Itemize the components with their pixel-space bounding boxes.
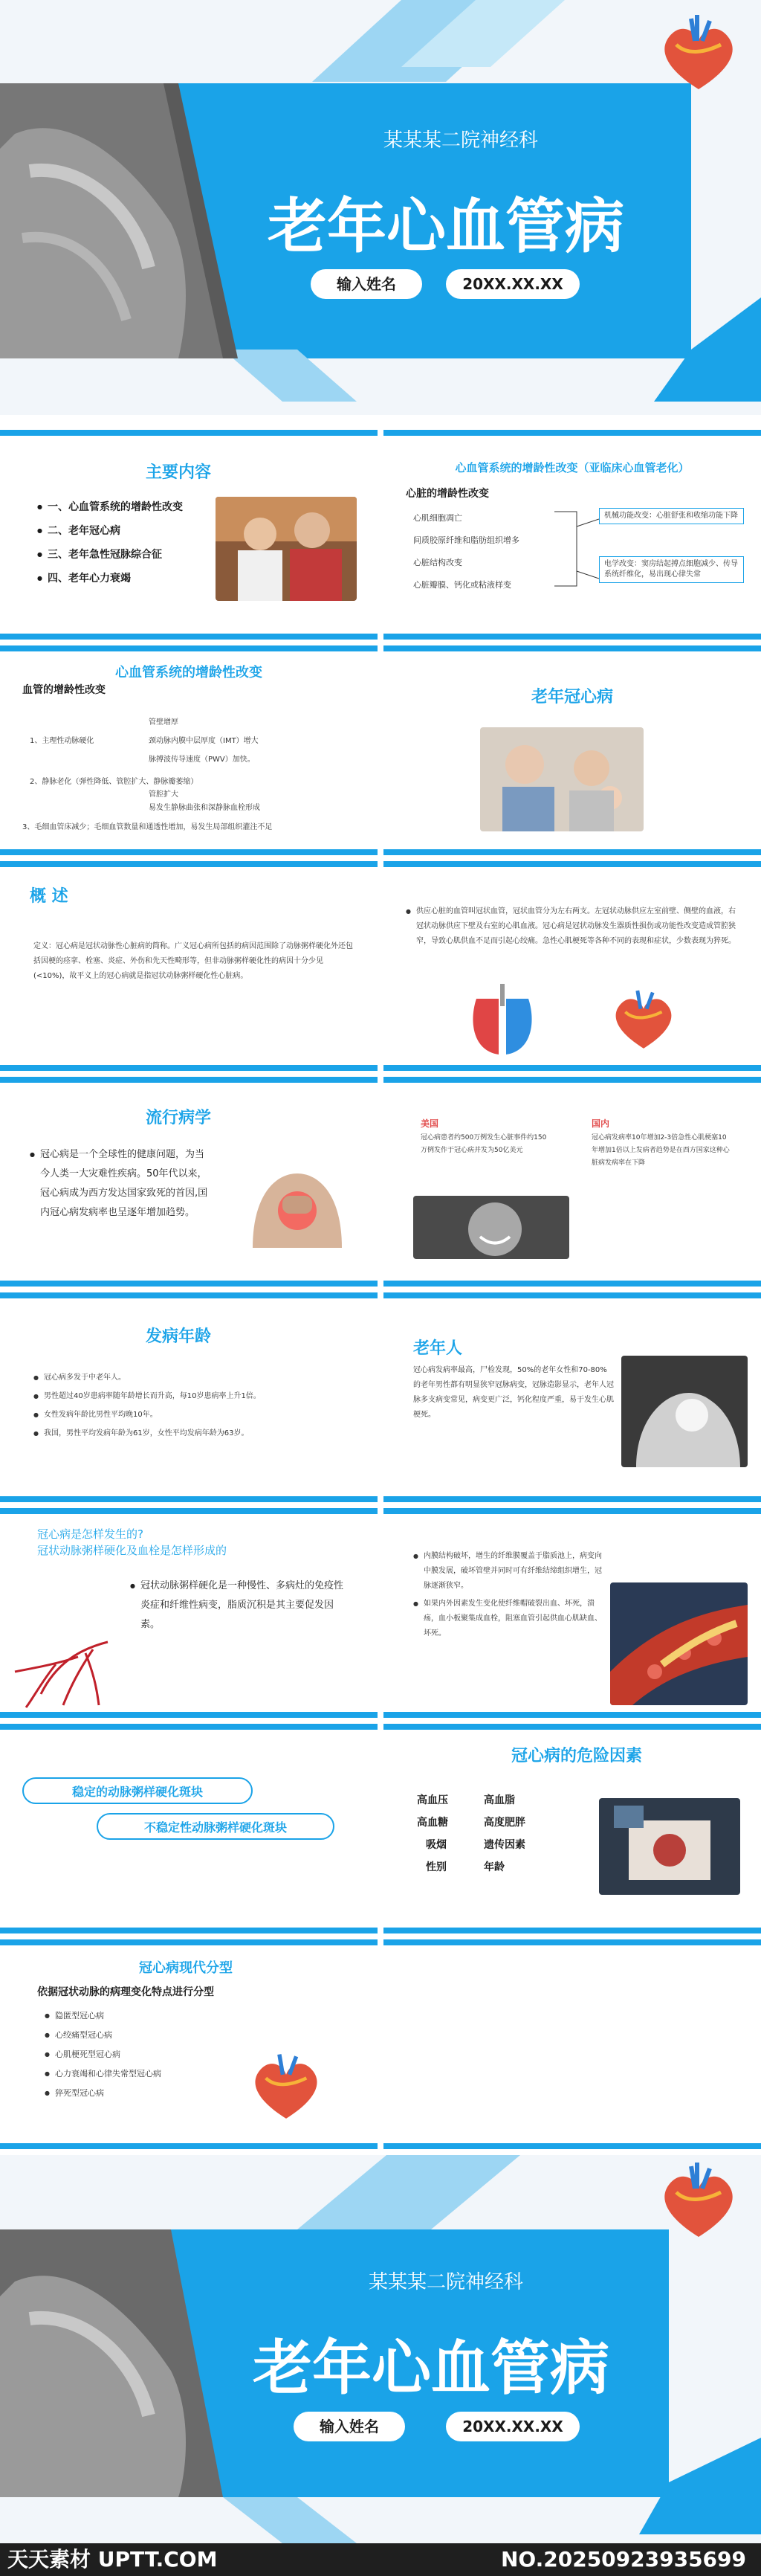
slide-top-bar: [383, 430, 761, 436]
slide-bottom-bar: [383, 849, 761, 855]
vessel-item: 2、静脉老化（弹性降低、管腔扩大、静脉瓣萎缩）: [30, 778, 198, 786]
slide-top-bar: [0, 1939, 378, 1945]
slide-top-bar: [383, 861, 761, 867]
onset-age-item: ● 男性超过40岁患病率随年龄增长而升高，每10岁患病率上升1倍。: [33, 1387, 360, 1405]
coronary-list: [406, 904, 740, 949]
plaque-list: [413, 1549, 606, 1641]
slide-heart-aging: [383, 430, 761, 640]
heart-result-box: 机械功能改变：心脏舒张和收缩功能下降: [599, 508, 744, 524]
slide-top-bar: [0, 1508, 378, 1514]
slide-contents: [0, 430, 378, 640]
classification-list: [45, 2006, 161, 2103]
slide-bottom-bar: [0, 1281, 378, 1287]
classification-item: ● 隐匿型冠心病: [45, 2006, 161, 2026]
slide-top-bar: [0, 430, 378, 436]
onset-age-item: ● 我国，男性平均发病年龄为61岁，女性平均发病年龄为63岁。: [33, 1424, 360, 1443]
slide-top-bar: [383, 1292, 761, 1298]
risk-factor: 高血压: [417, 1794, 448, 1806]
slide-vessel-aging: [0, 645, 378, 855]
slide-bottom-bar: [0, 849, 378, 855]
slide-bottom-bar: [383, 1928, 761, 1933]
coronary-text: ● 供应心脏的血管叫冠状血管，冠状血管分为左右两支。左冠状动脉供应左室前壁、侧壁的血液，右冠状动脉供应下壁及右室的心肌血液。冠心病是冠状动脉发生器质性损伤或功能性改变造成管腔狭窄，导致心肌供血不足而引起心绞痛。急性心肌梗死等各种不同的表现和症状，少数表现为猝死。: [406, 904, 740, 949]
epidemiology-list: [30, 1145, 212, 1223]
chd-origin-list: [130, 1577, 346, 1635]
classification-heading: 依据冠状动脉的病理变化特点进行分型: [37, 1986, 214, 1998]
bracket-connector: [554, 504, 599, 593]
closing-date-pill[interactable]: 20XX.XX.XX: [446, 2412, 580, 2441]
onset-age-list: [33, 1368, 360, 1443]
slide-top-bar: [383, 1939, 761, 1945]
plaque-item: ● 如果内外因素发生变化使纤维帽破裂出血、坏死，溃疡，血小板聚集成血栓，阻塞血管引起供血心肌缺血、坏死。: [413, 1597, 606, 1641]
slide-top-bar: [383, 1077, 761, 1083]
us-label: 美国: [421, 1118, 439, 1129]
contents-item[interactable]: ● 三、老年急性冠脉综合征: [37, 543, 183, 567]
elderly-family-photo: [480, 727, 644, 831]
vessel-item: 3、毛细血管床减少；毛细血管数量和通透性增加，易发生局部组织灌注不足: [22, 823, 273, 831]
closing-title: 老年心血管病: [253, 2334, 609, 2403]
us-text: 冠心病患者约500万例发生心脏事件约150万例发作于冠心病并发为50亿美元: [421, 1134, 547, 1154]
contents-list: [37, 495, 183, 590]
heart-illustration-icon: [654, 2163, 743, 2244]
slide-bottom-bar: [383, 1712, 761, 1718]
vessel-item: 易发生静脉曲张和深静脉血栓形成: [149, 804, 260, 812]
overview-text: 定义：冠心病是冠状动脉性心脏病的简称。广义冠心病所包括的病因范围除了动脉粥样硬化外还包括因梗的痉挛、栓塞、炎症、外伤和先天性畸形等，但非动脉粥样硬化性的病因十分少见(<10%)，故平义上的冠心病就是指冠状动脉粥样硬化性心脏病。: [33, 942, 353, 980]
elderly-couple-photo: [216, 497, 357, 601]
contents-item[interactable]: ● 四、老年心力衰竭: [37, 567, 183, 590]
elderly-chest-photo: [621, 1356, 748, 1467]
closing-hospital-name: 某某某二院神经科: [368, 2271, 523, 2293]
vessel-aging-heading: 血管的增龄性改变: [22, 684, 106, 696]
risk-factor: 吸烟: [426, 1839, 447, 1851]
slide-bottom-bar: [383, 1496, 761, 1502]
onset-age-title: 发病年龄: [145, 1327, 211, 1346]
slide-bottom-bar: [0, 1496, 378, 1502]
slide-bottom-bar: [0, 634, 378, 640]
heart-illustration-icon: [606, 988, 681, 1054]
heart-illustration-icon: [245, 2051, 327, 2125]
risk-factor: 高血糖: [417, 1817, 448, 1829]
chd-title: 老年冠心病: [531, 688, 613, 706]
classification-item: ● 心绞痛型冠心病: [45, 2026, 161, 2045]
smiling-elder-photo: [413, 1196, 569, 1259]
classification-item: ● 猝死型冠心病: [45, 2084, 161, 2103]
slide-risk-factors: [383, 1724, 761, 1933]
slide-top-bar: [0, 1724, 378, 1730]
contents-item[interactable]: ● 二、老年冠心病: [37, 519, 183, 543]
vessel-sub: 管腔扩大: [149, 790, 178, 799]
cover-title: 老年心血管病: [268, 192, 624, 261]
heart-illustration-icon: [654, 15, 743, 97]
closing-slide: [0, 2155, 761, 2543]
slide-chd-intro: [383, 645, 761, 855]
slide-plaque-types: [0, 1724, 378, 1933]
date-pill[interactable]: 20XX.XX.XX: [446, 269, 580, 299]
slide-top-bar: [0, 1292, 378, 1298]
slide-coronary-vessels: [383, 861, 761, 1071]
vessel-sub: 管壁增厚: [149, 718, 178, 727]
slide-bottom-bar: [383, 634, 761, 640]
risk-factors-table: [417, 1789, 551, 1878]
onset-age-item: ● 冠心病多发于中老年人。: [33, 1368, 360, 1387]
overview-title: 概 述: [30, 887, 68, 906]
heart-aging-heading: 心脏的增龄性改变: [406, 488, 489, 500]
classification-item: ● 心力衰竭和心律失常型冠心病: [45, 2064, 161, 2084]
slide-bottom-bar: [383, 2143, 761, 2149]
vessel-aging-title: 心血管系统的增龄性改变: [115, 665, 262, 680]
slide-top-bar: [383, 1508, 761, 1514]
artery-tree-illustration: [11, 1627, 115, 1709]
cn-label: 国内: [592, 1118, 610, 1129]
slide-epidemiology: [0, 1077, 378, 1287]
chd-question-2: 冠状动脉粥样硬化及血栓是怎样形成的: [37, 1544, 227, 1557]
heart-change-item: 心脏结构改变: [413, 558, 462, 567]
classification-title: 冠心病现代分型: [139, 1960, 233, 1976]
slide-top-bar: [383, 1724, 761, 1730]
slide-top-bar: [0, 645, 378, 651]
watermark-right: NO.20250923935699: [500, 2547, 746, 2572]
slide-blank: [383, 1939, 761, 2149]
stable-plaque-tag[interactable]: 稳定的动脉粥样硬化斑块: [22, 1777, 253, 1804]
onset-age-item: ● 女性发病年龄比男性平均晚10年。: [33, 1405, 360, 1424]
slide-top-bar: [383, 645, 761, 651]
epidemiology-text: ● 冠心病是一个全球性的健康问题，为当今人类一大灾难性疾病。50年代以来，冠心病成为西方发达国家致死的首因,国内冠心病发病率也呈逐年增加趋势。: [30, 1145, 212, 1223]
plaque-item: ● 内膜结构破坏，增生的纤维膜覆盖于脂质池上，病变向中膜发展，破坏管壁并同时可有纤维结缔组织增生，冠脉逐渐狭窄。: [413, 1549, 606, 1594]
cn-text: 冠心病发病率10年增加2-3倍急性心肌梗塞10年增加1倍以上发病者趋势是在西方国家这种心脏病发病率在下降: [592, 1134, 730, 1167]
closing-name-pill[interactable]: 输入姓名: [294, 2412, 405, 2441]
chd-origin-text: ● 冠状动脉粥样硬化是一种慢性、多病灶的免疫性炎症和纤维性病变，脂质沉积是其主要促发因素。: [130, 1577, 346, 1635]
slide-onset-age: [0, 1292, 378, 1502]
slide-bottom-bar: [0, 2143, 378, 2149]
slide-bottom-bar: [0, 1712, 378, 1718]
lungs-illustration-icon: [469, 984, 536, 1058]
slide-overview: [0, 861, 378, 1071]
heart-aging-title: 心血管系统的增龄性改变（亚临床心血管老化）: [455, 461, 690, 474]
blood-vessel-illustration: [610, 1582, 748, 1705]
elderly-text: 冠心病发病率最高，尸检发现，50%的老年女性和70-80%的老年男性都有明显狭窄冠脉病变，冠脉造影显示，老年人冠脉多支病变常见，病变更广泛，钙化程度严重，易于发生心肌梗死。: [413, 1366, 614, 1419]
slide-bottom-bar: [383, 1281, 761, 1287]
heart-change-item: 心肌细胞凋亡: [413, 513, 462, 523]
epidemiology-title: 流行病学: [145, 1109, 211, 1127]
surgery-photo: [599, 1798, 740, 1895]
vessel-item: 颈动脉内膜中层厚度（IMT）增大: [149, 737, 259, 745]
slide-plaque: [383, 1508, 761, 1718]
risk-factor: 高血脂: [484, 1794, 515, 1806]
slide-bottom-bar: [383, 1065, 761, 1071]
slide-statistics: [383, 1077, 761, 1287]
vessel-item: 脉搏波传导速度（PWV）加快。: [149, 756, 255, 764]
heart-change-item: 心脏瓣膜、钙化或粘液样变: [413, 580, 511, 590]
risk-factor: 遗传因素: [484, 1839, 525, 1851]
cover-slide: [0, 0, 761, 415]
slide-elderly: [383, 1292, 761, 1502]
slide-bottom-bar: [0, 1065, 378, 1071]
name-pill[interactable]: 输入姓名: [311, 269, 422, 299]
risk-factor: 高度肥胖: [484, 1817, 525, 1829]
watermark-left: 天天素材 UPTT.COM: [7, 2547, 218, 2572]
contents-item[interactable]: ● 一、心血管系统的增龄性改变: [37, 495, 183, 519]
slide-top-bar: [0, 861, 378, 867]
chd-question-1: 冠心病是怎样发生的?: [37, 1527, 143, 1541]
contents-title: 主要内容: [145, 463, 211, 482]
slide-chd-origin: [0, 1508, 378, 1718]
slide-classification: [0, 1939, 378, 2149]
vessel-item: 1、主理性动脉硬化: [30, 737, 94, 745]
watermark-footer: [0, 2543, 761, 2576]
heart-change-item: 间质胶原纤维和脂肪组织增多: [413, 535, 519, 545]
slide-top-bar: [0, 1077, 378, 1083]
slide-bottom-bar: [0, 1928, 378, 1933]
elderly-title: 老年人: [413, 1339, 463, 1358]
hospital-name: 某某某二院神经科: [383, 129, 538, 152]
risk-factor: 年龄: [484, 1861, 505, 1873]
risk-factor: 性别: [426, 1861, 447, 1873]
risk-factors-title: 冠心病的危险因素: [511, 1747, 642, 1765]
unstable-plaque-tag[interactable]: 不稳定性动脉粥样硬化斑块: [97, 1813, 334, 1840]
chest-pain-photo: [230, 1151, 357, 1248]
classification-item: ● 心肌梗死型冠心病: [45, 2045, 161, 2064]
heart-result-box: 电学改变：窦房结起搏点细胞减少、传导系统纤维化，易出现心律失常: [599, 556, 744, 583]
